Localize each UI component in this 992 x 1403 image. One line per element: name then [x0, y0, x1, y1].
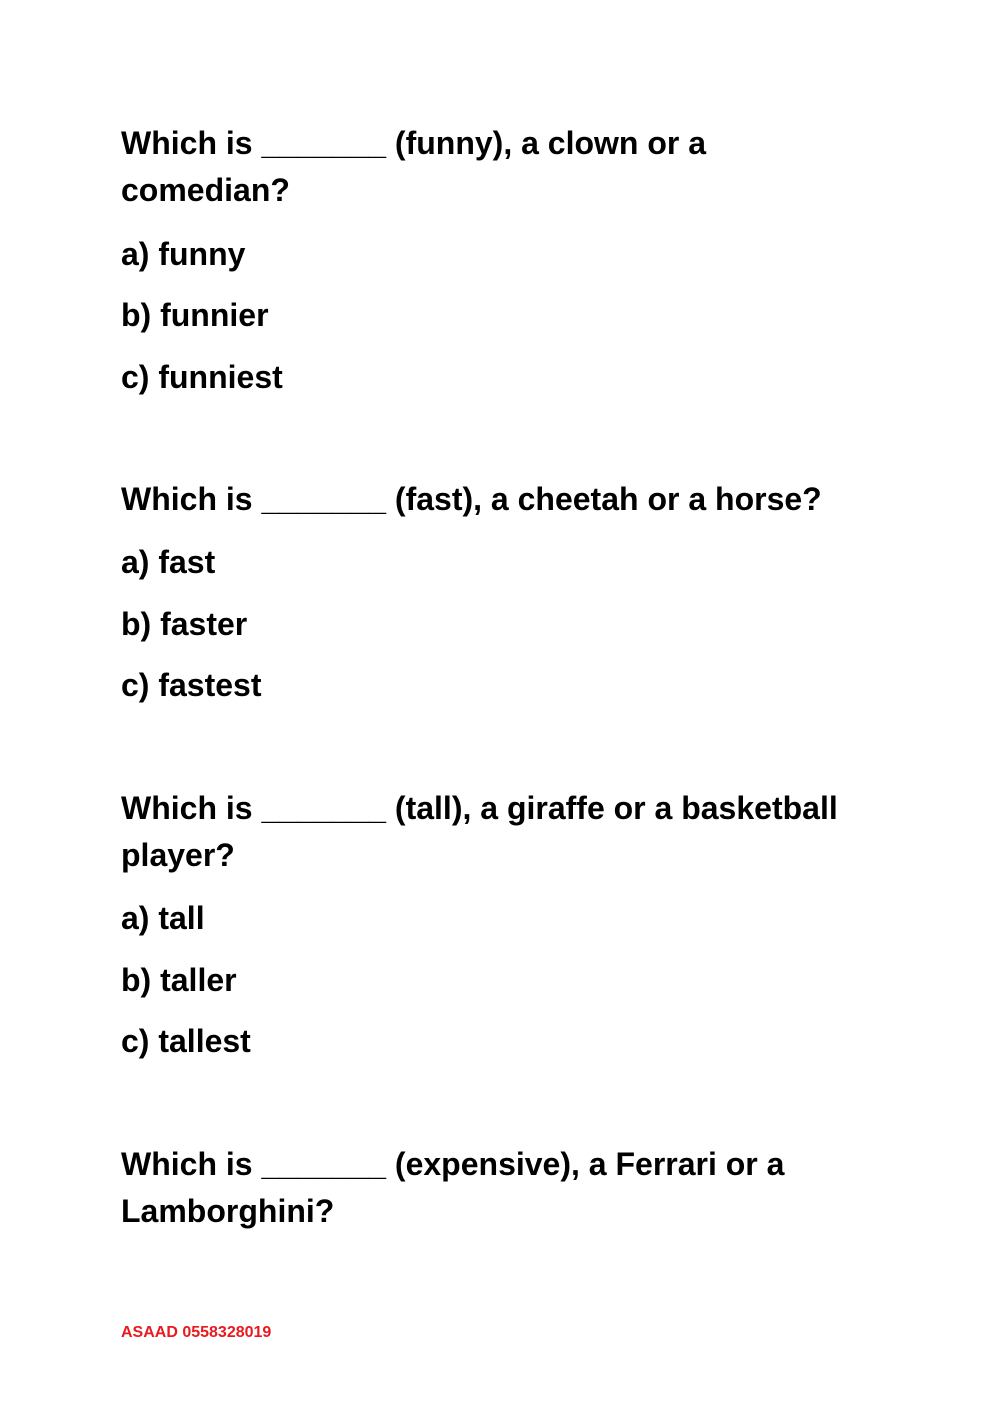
question-1-text: Which is _______ (funny), a clown or a comedian?	[121, 125, 707, 208]
question-3-option-b: b) taller	[121, 962, 237, 998]
question-3-option-a: a) tall	[121, 900, 205, 936]
question-1-option-b: b) funnier	[121, 297, 269, 333]
question-2-option-b: b) faster	[121, 606, 248, 642]
question-1-option-c: c) funniest	[121, 359, 283, 395]
question-2-option-a: a) fast	[121, 544, 216, 580]
question-3-text: Which is _______ (tall), a giraffe or a basketball player?	[121, 790, 838, 873]
question-2-text: Which is _______ (fast), a cheetah or a horse?	[121, 481, 822, 517]
question-3-option-c: c) tallest	[121, 1023, 251, 1059]
question-1-option-a: a) funny	[121, 236, 246, 272]
question-2-option-c: c) fastest	[121, 667, 262, 703]
question-4-text: Which is _______ (expensive), a Ferrari or a Lamborghini?	[121, 1146, 785, 1229]
footer-contact: ASAAD 0558328019	[121, 1324, 272, 1341]
